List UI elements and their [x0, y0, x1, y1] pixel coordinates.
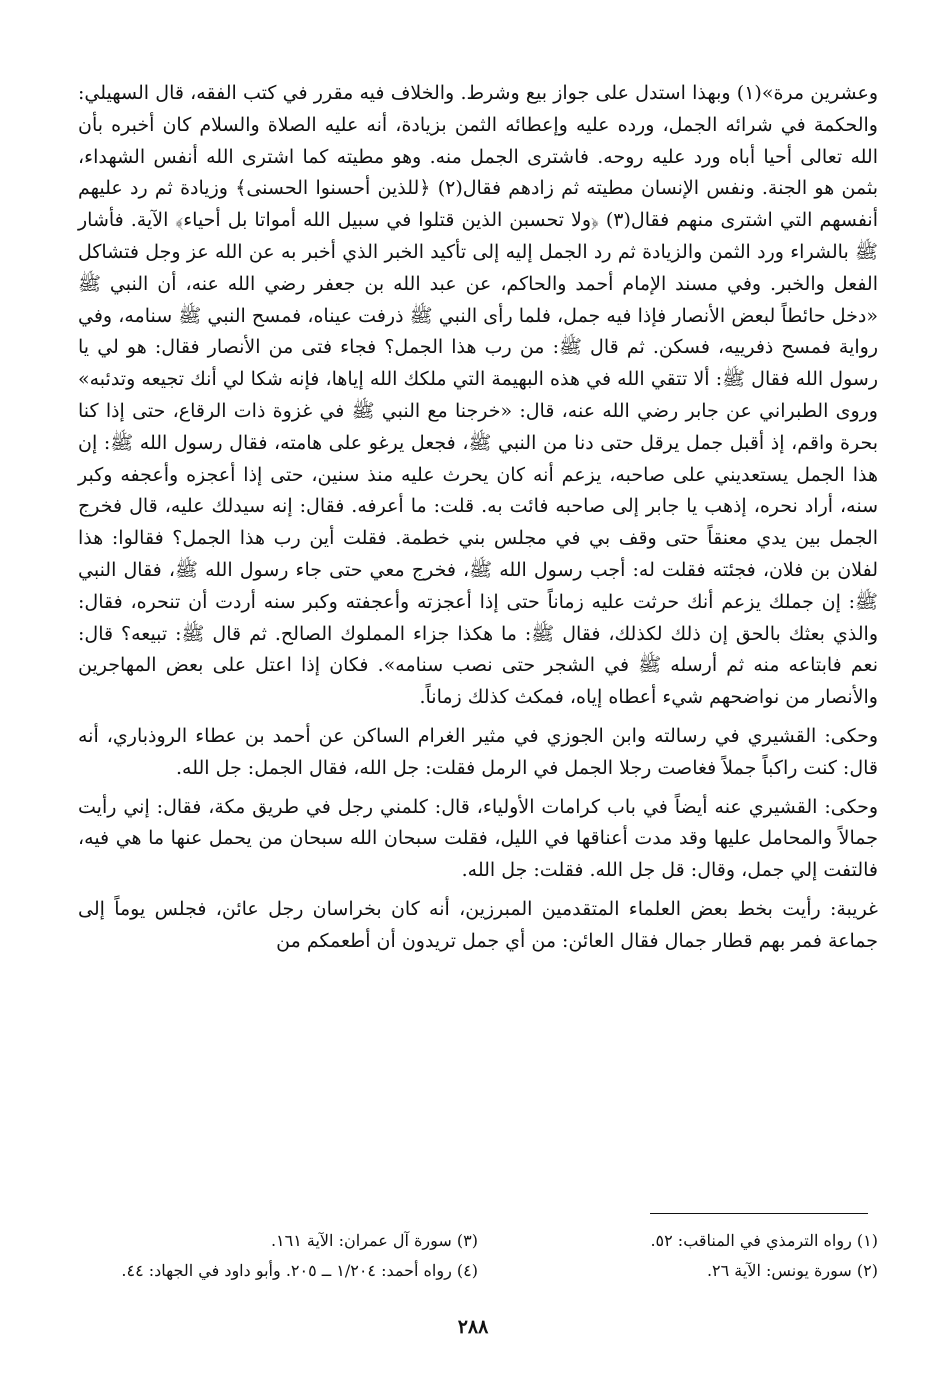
footnotes [78, 1226, 878, 1286]
page-number: ٢٨٨ [457, 1316, 489, 1338]
paragraph-ghariba: غريبة: رأيت بخط بعض العلماء المتقدمين المبرزين، أنه كان بخراسان رجل عائن، فجلس يوماً إلى جماعة فمر بهم قطار جمال فقال العائن: من أي جمل تريدون أن أطعمكم من [78, 897, 878, 952]
footnote-separator [650, 1213, 868, 1214]
page-body [78, 78, 878, 958]
paragraph-main: وعشرين مرة»(١) وبهذا استدل على جواز بيع وشرط. والخلاف فيه مقرر في كتب الفقه، قال السهيلي: والحكمة في شرائه الجمل، ورده عليه وإعطائه الثمن بزيادة، أنه عليه الصلاة والسلام كان أخبره بأن الله تعالى أحيا أباه ورد عليه روحه. فاشترى الجمل منه. وهو مطيته كما اشترى الله أنفس الشهداء، بثمن هو الجنة. ونفس الإنسان مطيته ثم زادهم فقال(٢) ﴿للذين أحسنوا الحسنى﴾ وزيادة ثم رد عليهم أنفسهم التي اشترى منهم فقال(٣) ﴿ولا تحسبن الذين قتلوا في سبيل الله أمواتا بل أحياء﴾ الآية. فأشار ﷺ بالشراء ورد الثمن والزيادة ثم رد الجمل إليه إلى تأكيد الخبر الذي أخبر به عن الله عز وجل فتشاكل الفعل والخبر. وفي مسند الإمام أحمد والحاكم، عن عبد الله بن جعفر رضي الله عنه، أن النبي ﷺ «دخل حائطاً لبعض الأنصار فإذا فيه جمل، فلما رأى النبي ﷺ ذرفت عيناه، فمسح النبي ﷺ سنامه، وفي رواية فمسح ذفرييه، فسكن. ثم قال ﷺ: من رب هذا الجمل؟ فجاء فتى من الأنصار فقال: هو لي يا رسول الله فقال ﷺ: ألا تتقي الله في هذه البهيمة التي ملكك الله إياها، فإنه شكا لي أنك تجيعه وتدئبه» وروى الطبراني عن جابر رضي الله عنه، قال: «خرجنا مع النبي ﷺ في غزوة ذات الرقاع، حتى إذا كنا بحرة واقم، إذ أقبل جمل يرقل حتى دنا من النبي ﷺ، فجعل يرغو على هامته، فقال رسول الله ﷺ: إن هذا الجمل يستعديني على صاحبه، يزعم أنه كان يحرث عليه منذ سنين، حتى إذا أعجزه وأعجفه وكبر سنه، أراد نحره، إذهب يا جابر إلى صاحبه فائت به. قلت: ما أعرفه. فقال: إنه سيدلك عليه، قال فخرج الجمل بين يدي معنقاً حتى وقف بي في مجلس بني خطمة. فقلت أين رب هذا الجمل؟ فقالوا: هذا لفلان بن فلان، فجئته فقلت له: أجب رسول الله ﷺ، فخرج معي حتى جاء رسول الله ﷺ، فقال النبي ﷺ: إن جملك يزعم أنك حرثت عليه زماناً حتى إذا أعجزته وأعجفته وكبر سنه أردت أن تنحره، فقال: والذي بعثك بالحق إن ذلك لكذلك، فقال ﷺ: ما هكذا جزاء المملوك الصالح. ثم قال ﷺ: تبيعه؟ قال: نعم فابتاعه منه ثم أرسله ﷺ في الشجر حتى نصب سنامه». فكان إذا اعتل على بعض المهاجرين والأنصار من نواضحهم شيء أعطاه إياه، فمكث كذلك زماناً. [78, 82, 878, 709]
footnote-row-2 [78, 1256, 878, 1286]
paragraph-qushayri-1: وحكى: القشيري في رسالته وابن الجوزي في مثير الغرام الساكن عن أحمد بن عطاء الروذباري، أنه قال: كنت راكباً جملاً فغاصت رجلا الجمل في الرمل فقلت: جل الله، فقال الجمل: جل الله. [78, 724, 878, 779]
footnote-2: (٢) سورة يونس: الآية ٢٦. [706, 1261, 878, 1280]
paragraph-qushayri-2: وحكى: القشيري عنه أيضاً في باب كرامات الأولياء، قال: كلمني رجل في طريق مكة، فقال: إني رأيت جمالاً والمحامل عليها وقد مدت أعناقها في الليل، فقلت سبحان الله سبحان من يحمل عنها ما هي فيه، فالتفت إلي جمل، وقال: قل جل الله. فقلت: جل الله. [78, 795, 878, 882]
footnote-1: (١) رواه الترمذي في المناقب: ٥٢. [650, 1231, 878, 1250]
footnote-4: (٤) رواه أحمد: ١/٢٠٤ ــ ٢٠٥. وأبو داود في الجهاد: ٤٤. [121, 1261, 478, 1280]
footnote-row-1 [78, 1226, 878, 1256]
footnote-3: (٣) سورة آل عمران: الآية ١٦١. [270, 1231, 478, 1250]
